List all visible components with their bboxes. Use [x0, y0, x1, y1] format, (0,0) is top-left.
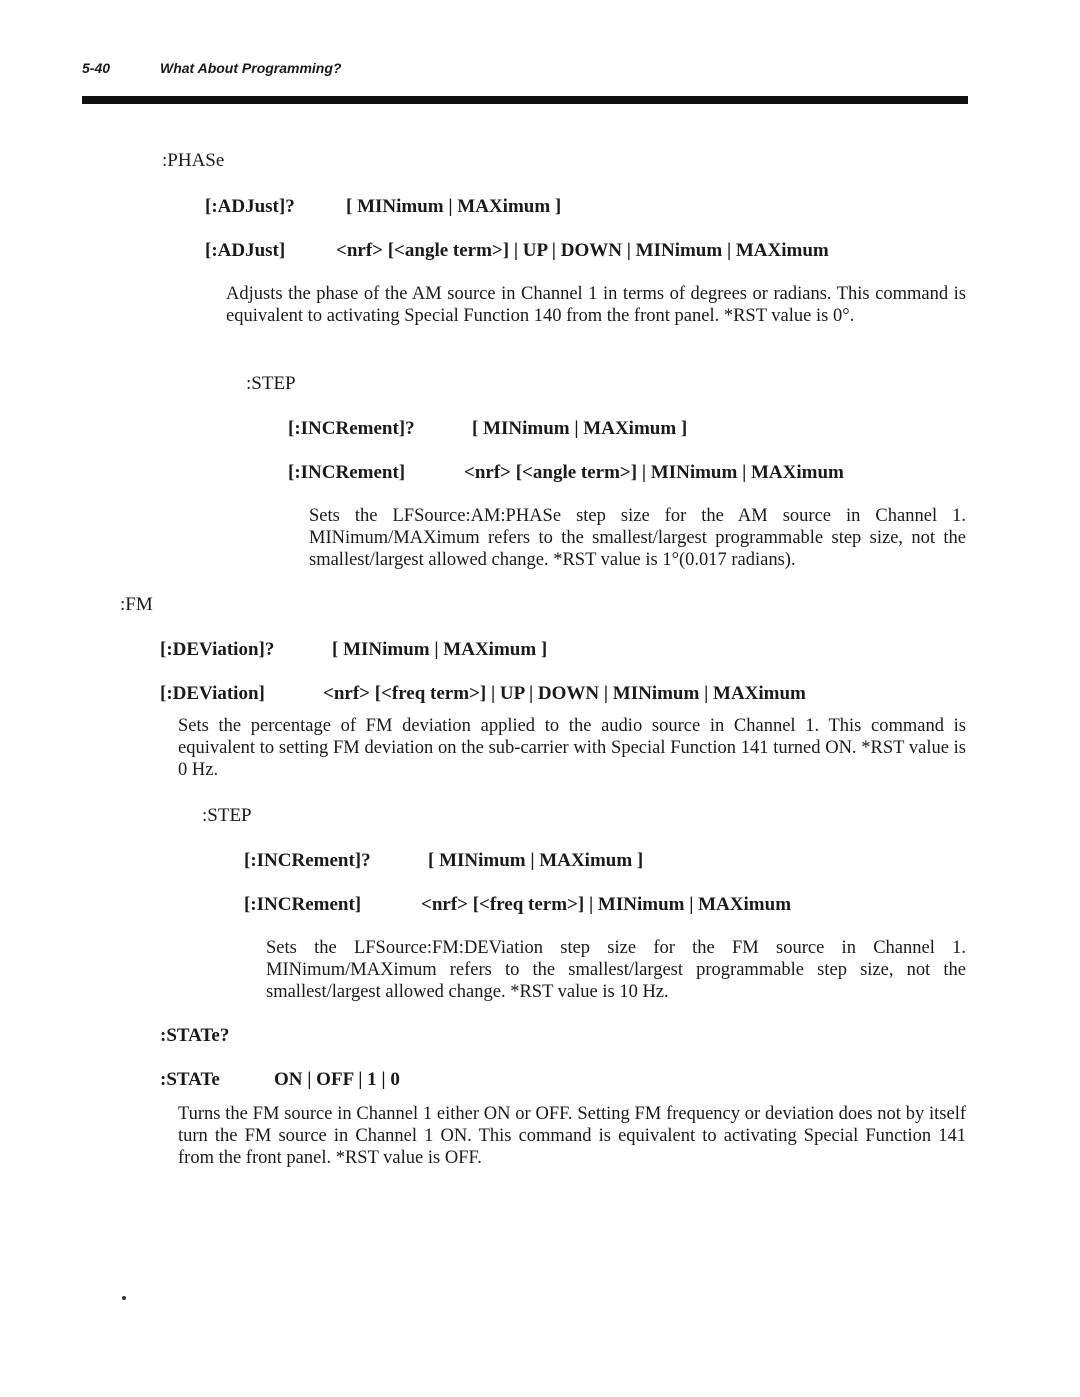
- phase-adjust-command: [:ADJust]: [205, 240, 286, 261]
- fm-deviation-params: <nrf> [<freq term>] | UP | DOWN | MINimum | MAXimum: [323, 683, 806, 704]
- phase-step-increment-command: [:INCRement]: [288, 462, 406, 483]
- fm-step-heading: :STEP: [202, 805, 252, 826]
- scan-speck: [122, 1296, 126, 1300]
- fm-state-query-command: :STATe?: [160, 1025, 230, 1046]
- phase-step-increment-params: <nrf> [<angle term>] | MINimum | MAXimum: [464, 462, 844, 483]
- fm-step-description: Sets the LFSource:FM:DEViation step size for the FM source in Channel 1. MINimum/MAXimum refers to the smallest/largest programmable step size, not the smallest/largest allowed change. *RST value is 10 Hz.: [266, 938, 966, 1002]
- fm-state-command: :STATe: [160, 1069, 220, 1090]
- phase-step-description: Sets the LFSource:AM:PHASe step size for the AM source in Channel 1. MINimum/MAXimum refers to the smallest/largest programmable step size, not the smallest/largest allowed change. *RST value is 1°(0.017 radians).: [309, 506, 966, 570]
- header-rule: [82, 96, 968, 104]
- running-header-title: What About Programming?: [160, 60, 342, 76]
- fm-deviation-description: Sets the percentage of FM deviation applied to the audio source in Channel 1. This command is equivalent to setting FM deviation on the sub-carrier with Special Function 141 turned ON. *RST value is 0 Hz.: [178, 716, 966, 780]
- phase-adjust-query-params: [ MINimum | MAXimum ]: [346, 196, 562, 217]
- fm-deviation-query-command: [:DEViation]?: [160, 639, 275, 660]
- phase-step-increment-query-command: [:INCRement]?: [288, 418, 415, 439]
- phase-adjust-query-command: [:ADJust]?: [205, 196, 295, 217]
- fm-step-increment-query-command: [:INCRement]?: [244, 850, 371, 871]
- phase-adjust-description: Adjusts the phase of the AM source in Channel 1 in terms of degrees or radians. This command is equivalent to activating Special Function 140 from the front panel. *RST value is 0°.: [226, 284, 966, 326]
- fm-state-params: ON | OFF | 1 | 0: [274, 1069, 400, 1090]
- phase-step-heading: :STEP: [246, 373, 296, 394]
- fm-step-increment-params: <nrf> [<freq term>] | MINimum | MAXimum: [421, 894, 792, 915]
- fm-deviation-query-params: [ MINimum | MAXimum ]: [332, 639, 548, 660]
- phase-heading: :PHASe: [162, 150, 225, 171]
- fm-heading: :FM: [120, 594, 153, 615]
- fm-step-increment-query-params: [ MINimum | MAXimum ]: [428, 850, 644, 871]
- fm-state-description: Turns the FM source in Channel 1 either ON or OFF. Setting FM frequency or deviation does not by itself turn the FM source in Channel 1 ON. This command is equivalent to activating Special Function 141 from the front panel. *RST value is OFF.: [178, 1104, 966, 1168]
- phase-adjust-params: <nrf> [<angle term>] | UP | DOWN | MINimum | MAXimum: [336, 240, 829, 261]
- page-number: 5-40: [82, 60, 111, 76]
- fm-step-increment-command: [:INCRement]: [244, 894, 362, 915]
- fm-deviation-command: [:DEViation]: [160, 683, 265, 704]
- phase-step-increment-query-params: [ MINimum | MAXimum ]: [472, 418, 688, 439]
